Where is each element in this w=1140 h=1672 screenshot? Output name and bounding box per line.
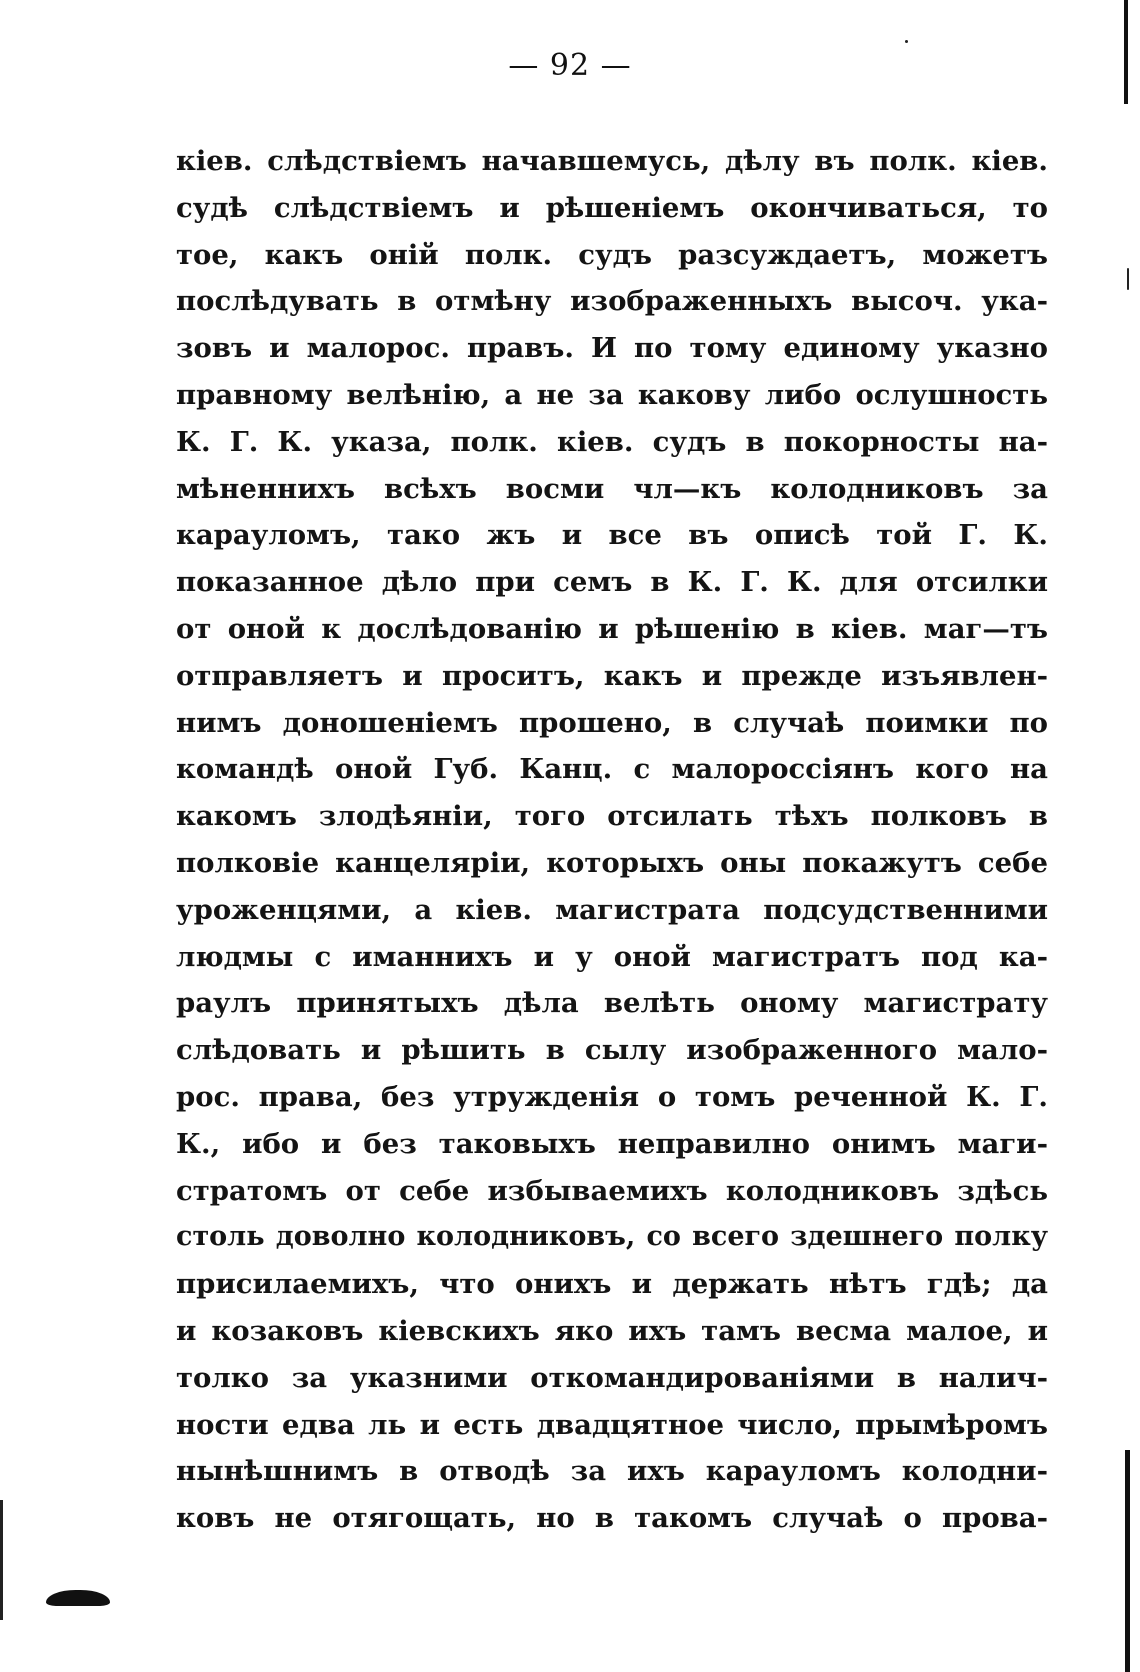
text-line: нимъ доношенiемъ прошено, в случаѣ поимки по [176, 706, 1048, 739]
text-line: К. Г. К. указа, полк. кiев. судъ в покорносты на- [176, 425, 1048, 458]
text-line: полковiе канцелярiи, которыхъ оны покажутъ себе [176, 846, 1048, 879]
text-line: толко за указними откомандированiями в налич- [176, 1361, 1048, 1394]
text-line: уроженцями, а кiев. магистрата подсудственними [176, 893, 1048, 926]
text-line: зовъ и малорос. правъ. И по тому единому указно [176, 332, 1048, 365]
text-line: правному велѣнiю, а не за какову либо ослушность [176, 378, 1048, 411]
text-line: нынѣшнимъ в отводѣ за ихъ карауломъ колодни- [176, 1455, 1048, 1488]
ink-blot [46, 1590, 110, 1606]
text-line: судѣ слѣдствiемъ и рѣшенiемъ окончиваться, то [176, 191, 1048, 224]
text-line: отправляетъ и проситъ, какъ и прежде изъявлен- [176, 659, 1048, 692]
text-line: ковъ не отягощать, но в такомъ случаѣ о прова- [176, 1502, 1048, 1535]
text-line: стратомъ от себе избываемихъ колодниковъ здѣсь [176, 1174, 1048, 1207]
text-line: людмы с иманнихъ и у оной магистратъ под ка- [176, 940, 1048, 973]
body-text [176, 138, 1048, 1542]
scan-edge-mark [1125, 1450, 1130, 1672]
page-number: — 92 — [508, 48, 632, 83]
text-line: ности едва ль и есть двадцятное число, прымѣромъ [176, 1408, 1048, 1441]
text-line: какомъ злодѣянiи, того отсилать тѣхъ полковъ в [176, 800, 1048, 833]
text-line: раулъ принятыхъ дѣла велѣть оному магистрату [176, 987, 1048, 1020]
text-line: от оной к дослѣдованiю и рѣшенiю в кiев. маг—тъ [176, 612, 1048, 645]
text-line: слѣдовать и рѣшить в сылу изображенного мало- [176, 1034, 1048, 1067]
ink-speck [905, 40, 908, 43]
text-line: карауломъ, тако жъ и все въ описѣ той Г. К. [176, 519, 1048, 552]
text-line: послѣдувать в отмѣну изображенныхъ высоч. ука- [176, 285, 1048, 318]
text-line: мѣненнихъ всѣхъ восми чл—къ колодниковъ за [176, 472, 1048, 505]
text-line: К., ибо и без таковыхъ неправилно онимъ маги- [176, 1127, 1048, 1160]
text-line: кiев. слѣдствiемъ начавшемусь, дѣлу въ полк. кiев. [176, 145, 1048, 177]
ink-speck [1127, 268, 1129, 290]
scan-edge-mark [1124, 0, 1128, 104]
text-line: столь доволно колодниковъ, со всего здешнего полку [176, 1221, 1048, 1253]
text-line: командѣ оной Губ. Канц. с малороссiянъ кого на [176, 753, 1048, 786]
text-line: рос. права, без утружденiя о томъ реченной К. Г. [176, 1080, 1048, 1113]
text-line: и козаковъ кiевскихъ яко ихъ тамъ весма малое, и [176, 1314, 1048, 1347]
text-line: показанное дѣло при семъ в К. Г. К. для отсилки [176, 566, 1048, 599]
scan-edge-mark [0, 1500, 3, 1620]
text-line: присилаемихъ, что онихъ и держать нѣтъ гдѣ; да [176, 1268, 1048, 1301]
text-line: тое, какъ онiй полк. судъ разсуждаетъ, можетъ [176, 238, 1048, 271]
